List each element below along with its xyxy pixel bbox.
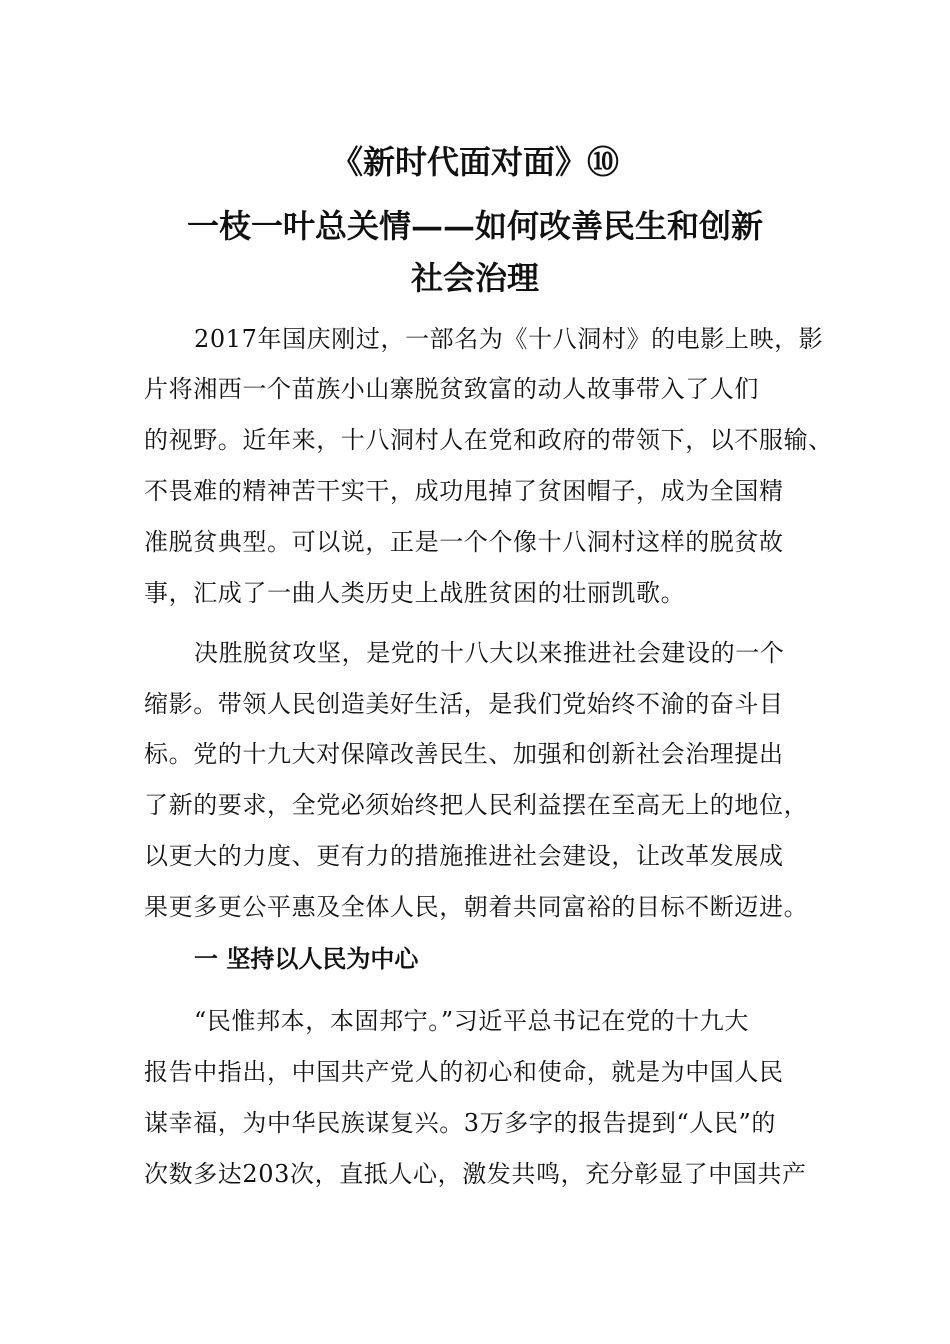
document-subtitle-line-1: 一枝一叶总关情——如何改善民生和创新	[186, 207, 763, 245]
paragraph-1-line: 片将湘西一个苗族小山寨脱贫致富的动人故事带入了人们	[144, 375, 759, 403]
paragraph-3-line: 次数多达203次，直抵人心，激发共鸣，充分彰显了中国共产	[144, 1160, 807, 1188]
paragraph-2-line: 决胜脱贫攻坚，是党的十八大以来推进社会建设的一个	[194, 639, 785, 667]
paragraph-2-line: 了新的要求，全党必须始终把人民利益摆在至高无上的地位，	[144, 791, 809, 819]
paragraph-1-line: 准脱贫典型。可以说，正是一个个像十八洞村这样的脱贫故	[144, 528, 784, 556]
paragraph-1-line: 2017年国庆刚过，一部名为《十八洞村》的电影上映，影	[194, 325, 824, 353]
paragraph-1-line: 事，汇成了一曲人类历史上战胜贫困的壮丽凯歌。	[144, 579, 686, 607]
paragraph-3-line: 报告中指出，中国共产党人的初心和使命，就是为中国人民	[144, 1058, 784, 1086]
paragraph-2-line: 缩影。带领人民创造美好生活，是我们党始终不渝的奋斗目	[144, 690, 784, 718]
document-subtitle-line-2: 社会治理	[410, 259, 539, 297]
paragraph-2-line: 果更多更公平惠及全体人民，朝着共同富裕的目标不断迈进。	[144, 893, 809, 921]
paragraph-3-line: 谋幸福，为中华民族谋复兴。3万多字的报告提到“人民”的	[144, 1109, 777, 1137]
section-heading: 一 坚持以人民为中心	[194, 945, 419, 973]
paragraph-1-line: 的视野。近年来，十八洞村人在党和政府的带领下，以不服输、	[144, 426, 833, 454]
paragraph-3-line: “民惟邦本，本固邦宁。”习近平总书记在党的十九大	[194, 1007, 749, 1035]
paragraph-2-line: 标。党的十九大对保障改善民生、加强和创新社会治理提出	[144, 740, 784, 768]
paragraph-1-line: 不畏难的精神苦干实干，成功甩掉了贫困帽子，成为全国精	[144, 477, 784, 505]
paragraph-2-line: 以更大的力度、更有力的措施推进社会建设，让改革发展成	[144, 842, 784, 870]
document-title: 《新时代面对面》⑩	[330, 143, 619, 181]
